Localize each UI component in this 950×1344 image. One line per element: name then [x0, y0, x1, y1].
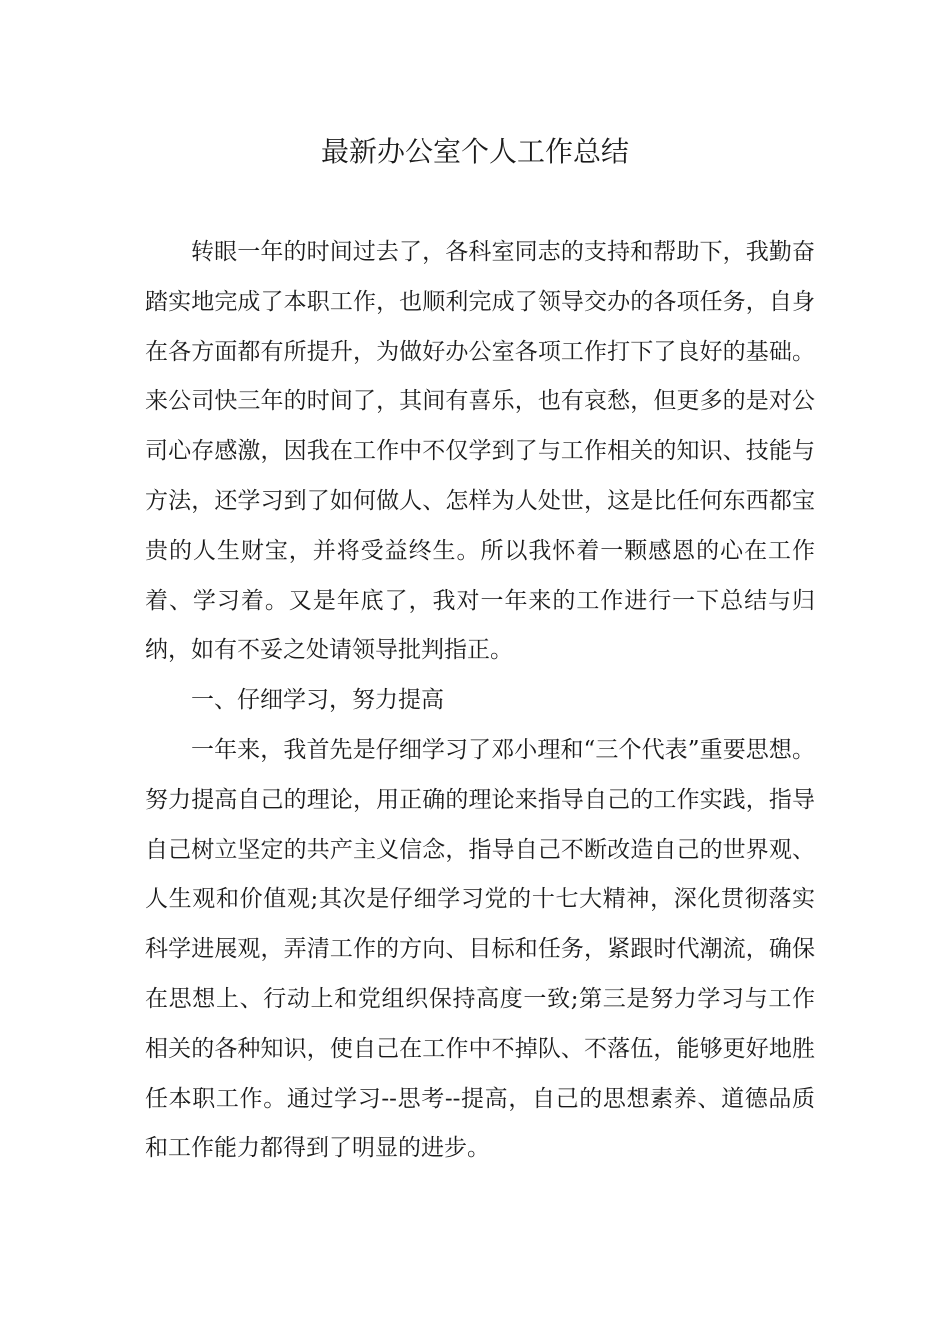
paragraph-study: 一年来，我首先是仔细学习了邓小理和“三个代表”重要思想。努力提高自己的理论，用正确的理论来指导自己的工作实践，指导自己树立坚定的共产主义信念，指导自己不断改造自己的世界观、人生观和价值观;其次是仔细学习党的十七大精神，深化贯彻落实科学进展观，弄清工作的方向、目标和任务，紧跟时代潮流，确保在思想上、行动上和党组织保持高度一致;第三是努力学习与工作相关的各种知识，使自己在工作中不掉队、不落伍，能够更好地胜任本职工作。通过学习--思考--提高，自己的思想素养、道德品质和工作能力都得到了明显的进步。	[145, 736, 815, 1162]
paragraph-intro: 转眼一年的时间过去了，各科室同志的支持和帮助下，我勤奋踏实地完成了本职工作，也顺利完成了领导交办的各项任务，自身在各方面都有所提升，为做好办公室各项工作打下了良好的基础。来公司快三年的时间了，其间有喜乐，也有哀愁，但更多的是对公司心存感激，因我在工作中不仅学到了与工作相关的知识、技能与方法，还学习到了如何做人、怎样为人处世，这是比任何东西都宝贵的人生财宝，并将受益终生。所以我怀着一颗感恩的心在工作着、学习着。又是年底了，我对一年来的工作进行一下总结与归纳，如有不妥之处请领导批判指正。	[145, 239, 815, 664]
section-heading-1: 一、仔细学习，努力提高	[191, 687, 444, 714]
document-title: 最新办公室个人工作总结	[320, 135, 629, 168]
document-body	[145, 228, 815, 1174]
